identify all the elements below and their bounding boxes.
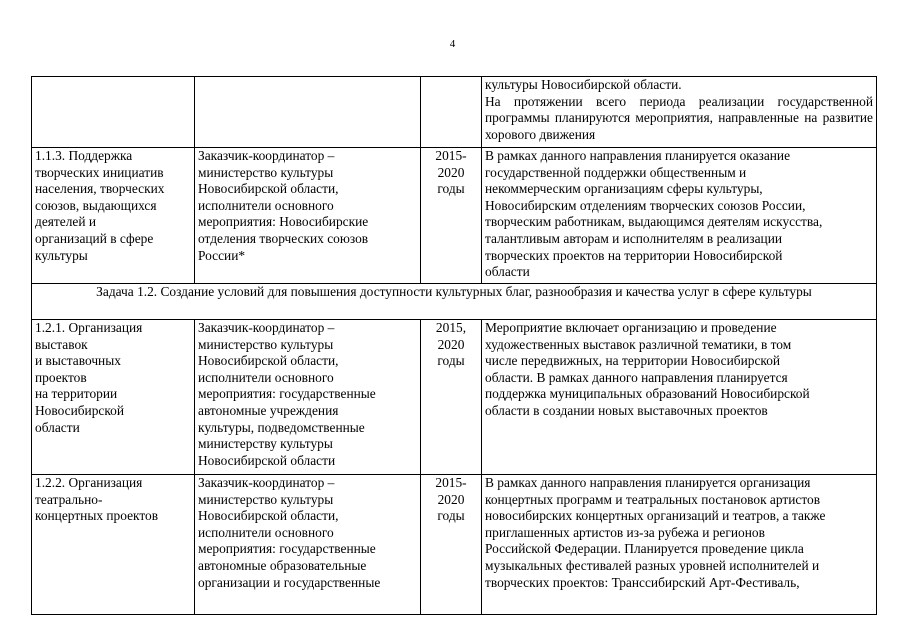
term-cell: 2015, 2020 годы [421,320,482,475]
description-cell: культуры Новосибирской области. На протяжении всего периода реализации государственной программы планируются мероприятия, направленные на развитие хорового движения [482,77,877,148]
description-cell: В рамках данного направления планируется организация концертных программ и театральных постановок артистов новосибирских концертных организаций и театров, а также приглашенных артистов из-за рубежа и регионов Российской Федерации. Планируется проведение цикла музыкальных фестивалей разных уровней исполнителей и творческих проектов: Транссибирский Арт-Фестиваль, [482,475,877,615]
task-header-row [32,284,877,320]
table-row [32,475,877,615]
executor-cell: Заказчик-координатор – министерство культуры Новосибирской области, исполнители основного мероприятия: государственные автономные учреждения культуры, подведомственные министерству культуры Новосибирской области [195,320,421,475]
description-cell: Мероприятие включает организацию и проведение художественных выставок различной тематики, в том числе передвижных, на территории Новосибирской области. В рамках данного направления планируется поддержка муниципальных образований Новосибирской области в создании новых выставочных проектов [482,320,877,475]
table-row [32,148,877,284]
table-row [32,77,877,148]
executor-cell: Заказчик-координатор – министерство культуры Новосибирской области, исполнители основного мероприятия: Новосибирские отделения творческих союзов России* [195,148,421,284]
term-cell: 2015- 2020 годы [421,475,482,615]
term-cell [421,77,482,148]
description-cell: В рамках данного направления планируется оказание государственной поддержки общественным и некоммерческим организациям сферы культуры, Новосибирским отделениям творческих союзов России, творческим работникам, выдающимся деятелям искусства, талантливым авторам и исполнителям в реализации творческих проектов на территории Новосибирской области [482,148,877,284]
executor-cell [195,77,421,148]
executor-cell: Заказчик-координатор – министерство культуры Новосибирской области, исполнители основного мероприятия: государственные автономные образовательные организации и государственные [195,475,421,615]
program-activities-table [31,76,877,615]
table-row [32,320,877,475]
term-cell: 2015- 2020 годы [421,148,482,284]
page-number: 4 [449,38,456,50]
activity-name-cell: 1.2.2. Организация театрально- концертных проектов [32,475,195,615]
task-title: Задача 1.2. Создание условий для повышения доступности культурных благ, разнообразия и качества услуг в сфере культуры [32,284,877,320]
activity-name-cell: 1.2.1. Организация выставок и выставочных проектов на территории Новосибирской области [32,320,195,475]
activity-name-cell: 1.1.3. Поддержка творческих инициатив населения, творческих союзов, выдающихся деятелей и организаций в сфере культуры [32,148,195,284]
activity-name-cell [32,77,195,148]
